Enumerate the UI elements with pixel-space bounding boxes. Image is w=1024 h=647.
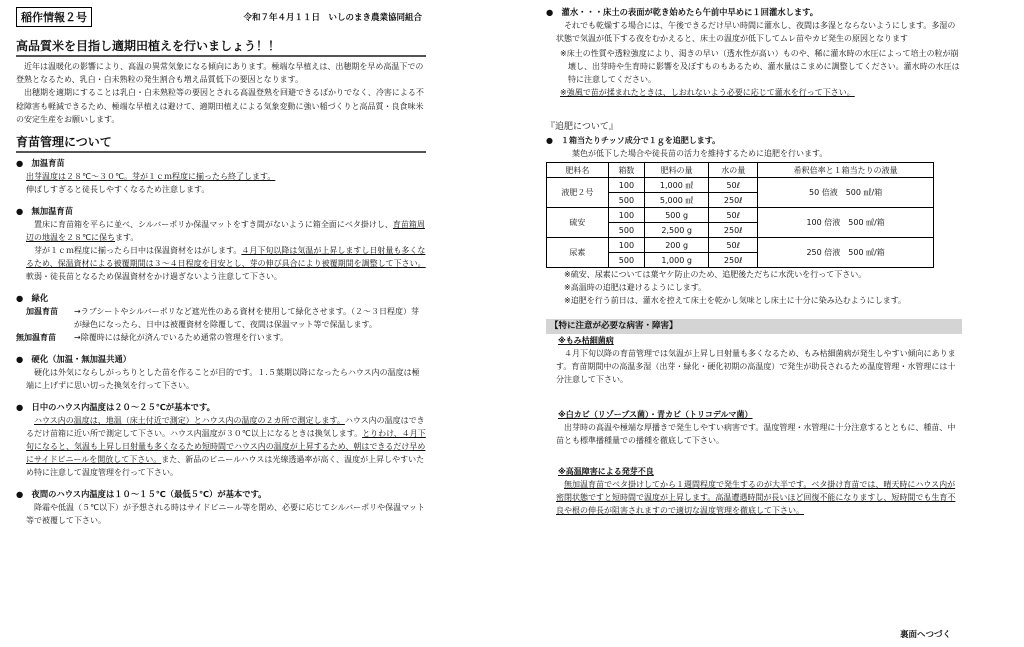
unheated-text-2 [16, 244, 426, 283]
cell: 50ℓ [709, 238, 758, 253]
cell: 500 g [645, 208, 709, 223]
text: とりわけ、４月下旬になると、気温も上昇し日射量も多くなるため短時間でハウス内の温度が上昇するため、朝はできるだけ早めにサイドビニールを開放して下さい。 [26, 429, 426, 465]
text: 伸ばしすぎると徒長しやすくなるため注意します。 [26, 185, 210, 195]
fertilizer-name: 硫安 [547, 208, 609, 238]
table-row [547, 238, 934, 253]
cell: 50ℓ [709, 178, 758, 193]
ratio-cell: 50 倍液 500 ㎖/箱 [758, 178, 934, 208]
text: また、新品のビニールハウスは光線透過率が高く、温度が上昇しやすいため特に注意して温度管理を行って下さい。 [26, 455, 425, 478]
col-header: 箱数 [608, 163, 644, 178]
col-header: 水の量 [709, 163, 758, 178]
heading-heat-damage: ※高温障害による発芽不良 [558, 467, 654, 476]
watering-text: それでも乾燥する場合には、午後できるだけ早い時間に灌水し、夜間は多湿とならないようにします。多湿の状態で気温が低下する夜をむかえると、床土の温度が低下してムレ苗やカビ発生の原因となります [556, 21, 956, 43]
cell: 100 [608, 208, 644, 223]
cell: 100 [608, 238, 644, 253]
heading-hardening: ● 硬化（加温・無加温共通） [16, 354, 132, 365]
fertilizer-table [546, 162, 934, 268]
divider [16, 151, 426, 153]
cell: 500 [608, 193, 644, 208]
heading-bacterial: ※もみ枯細菌病 [558, 336, 614, 345]
ratio-cell: 100 倍液 500 ㎖/箱 [758, 208, 934, 238]
bacterial-text: ４月下旬以降の育苗管理では気温が上昇し日射量も多くなるため、もみ枯細菌病が発生しやすい傾向にあります。育苗期間中の高温多湿（出芽・緑化・硬化初期の高温度）で発生が助長されるため温度管理・水管理には十分注意して下さい。 [556, 349, 956, 384]
col-header: 肥料名 [547, 163, 609, 178]
note: ※追肥を行う前日は、灌水を控えて床土を乾かし気味とし床土に十分に染み込むようにします。 [564, 296, 907, 305]
topdressing-rule: ● １箱当たりチッソ成分で１ｇを追肥します。 [546, 136, 721, 145]
text: →除覆時には緑化が済んでいるため通常の管理を行います。 [74, 333, 289, 343]
table-row [547, 208, 934, 223]
hardening-text: 硬化は外気にならしがっちりとした苗を作ることが目的です。１.５葉期以降になったらハウス内の温度は極端に上げずに思い切った換気を行って下さい。 [26, 368, 420, 391]
paragraph: 出穂期を適期にすることは乳白・白未熟粒等の要因とされる高温登熟を回避できるばかりでなく、冷害による不稔障害も軽減できるため、極端な早植えは避けて、適期田植えによる気象変動に強い稲づくりと高品質・良食味米の安定生産をお願いします。 [16, 88, 424, 124]
text: 育苗箱周辺の地温を２８℃に保ち [26, 220, 425, 243]
note: ※高温時の追肥は避けるようにします。 [564, 283, 707, 292]
table-row [547, 178, 934, 193]
molds-text: 出芽時の高温や極端な厚播きで発生しやすい病害です。温度管理・水管理に十分注意するとともに、種苗、中苗とも標準播種量での播種を徹底して下さい。 [556, 423, 956, 445]
cell: 1,000 g [645, 253, 709, 268]
heading-molds: ※白カビ（リゾープス菌）・青カビ（トリコデルマ菌） [558, 410, 753, 419]
issue-label: 稲作情報２号 [16, 7, 92, 27]
text: 出芽温度は２８℃～３０℃。芽が１ｃｍ程度に揃ったら終了します。 [26, 172, 276, 182]
cell: 500 [608, 223, 644, 238]
topdressing-text: 葉色が低下した場合や徒長苗の活力を維持するために追肥を行います。 [572, 149, 828, 158]
heading-diseases: 【特に注意が必要な病害・障害】 [546, 319, 962, 334]
col-header: 肥料の量 [645, 163, 709, 178]
divider [16, 55, 426, 57]
col-header: 希釈倍率と１箱当たりの液量 [758, 163, 934, 178]
unheated-text [16, 218, 426, 244]
cell: 250ℓ [709, 193, 758, 208]
note: ※硫安、尿素については葉ヤケ防止のため、追肥後ただちに水洗いを行って下さい。 [564, 270, 867, 279]
section-title-planting: 高品質米を目指し適期田植えを行いましょう！！ [16, 39, 281, 53]
left-column [16, 6, 426, 527]
text: ４月下旬以降は気温が上昇しますし日射量も多くなるため、保温資材による被覆期間は３～４日程度を目安とし、芽の伸び具合により被覆期間を調整して下さい。 [26, 246, 426, 269]
heading-greening: ● 緑化 [16, 293, 49, 304]
greening-unheated [16, 331, 426, 344]
text: ハウス内の温度はできるだけ苗箱に近い所で測定して下さい。ハウス内温度が３０℃以上になるときは換気します。 [26, 416, 425, 439]
text: 軟弱・徒長苗となるため保温資材をかけ過ぎないよう注意して下さい。 [26, 272, 282, 282]
cell: 50ℓ [709, 208, 758, 223]
greening-heated [16, 305, 426, 331]
heading-heated: ● 加温育苗 [16, 158, 65, 169]
heading-night-temp: ● 夜間のハウス内温度は１０～１５℃（最低５℃）が基本です。 [16, 489, 267, 500]
heading-unheated: ● 無加温育苗 [16, 206, 74, 217]
cell: 5,000 ㎖ [645, 193, 709, 208]
day-temp-text [16, 414, 426, 479]
heading-watering: ● 灌水・・・床土の表面が乾き始めたら午前中早めに１回灌水します。 [546, 7, 819, 17]
watering-note-wind: ※強風で苗が揉まれたときは、しおれないよう必要に応じて灌水を行って下さい。 [560, 88, 855, 97]
label: 加温育苗 [26, 307, 58, 317]
header [16, 6, 426, 28]
right-column [546, 6, 962, 517]
cell: 1,000 ㎖ [645, 178, 709, 193]
night-temp-text: 降霜や低温（５℃以下）が予想される時はサイドビニール等を閉め、必要に応じてシルバーポリや保温マット等で被覆して下さい。 [26, 503, 425, 526]
heat-damage-text: 無加温育苗でベタ掛けしてから１週間程度で発生するのが大半です。ベタ掛け育苗では、晴天時にハウス内が密閉状態ですと短時間で温度が上昇します。高温遭遇時間が長いほど回復不能になりますし、短時間でも生育不良や根の伸長が阻害されますので適切な温度管理を徹底して下さい。 [556, 480, 956, 515]
cell: 500 [608, 253, 644, 268]
heading-day-temp: ● 日中のハウス内温度は２０～２５℃が基本です。 [16, 402, 215, 413]
text: 置床に育苗箱を平らに並べ、シルバーポリか保温マットをすき間がないように箱全面にベタ掛けし、 [34, 220, 393, 230]
label: 無加温育苗 [16, 333, 56, 343]
heading-topdressing: 『追肥について』 [546, 122, 618, 132]
heated-text [16, 170, 426, 196]
cell: 2,500 g [645, 223, 709, 238]
cell: 100 [608, 178, 644, 193]
cell: 250ℓ [709, 223, 758, 238]
date-org: 令和７年４月１１日 いしのまき農業協同組合 [243, 13, 422, 23]
cell: 200 g [645, 238, 709, 253]
table-header-row [547, 163, 934, 178]
cell: 250ℓ [709, 253, 758, 268]
text: →ラブシートやシルバーポリなど遮光性のある資材を使用して緑化させます。（２～３日程度）芽が緑色になったら、日中は被覆資材を除覆して、夜間は保温マット等で保温します。 [74, 307, 419, 330]
continued-on-back: 裏面へつづく [900, 630, 952, 640]
fertilizer-name: 尿素 [547, 238, 609, 268]
ratio-cell: 250 倍液 500 ㎖/箱 [758, 238, 934, 268]
section-title-nursery: 育苗管理について [16, 135, 112, 150]
text: ます。 [114, 233, 139, 243]
text: ハウス内の温度は、地温（床土付近で測定）とハウス内の温度の２カ所で測定します。 [34, 416, 345, 426]
text: 芽が１ｃｍ程度に揃ったら日中は保温資材をはがします。 [34, 246, 242, 256]
paragraph: 近年は温暖化の影響により、高温の異常気象になる傾向にあります。極端な早植えは、出穂期を早め高温下での登熟となるため、乳白・白未熟粒の発生割合も増え品質低下の要因となります。 [16, 62, 424, 85]
fertilizer-name: 液肥２号 [547, 178, 609, 208]
watering-note: ※床土の性質や透粒強度により、渇きの早い（透水性が高い）ものや、稀に灌水時の水圧によって培土の粒が崩壊し、出芽時や生育時に影響を及ぼすものもあるため、灌水量はこまめに調整してください。灌水時の水圧は特に注意してください。 [560, 49, 960, 84]
